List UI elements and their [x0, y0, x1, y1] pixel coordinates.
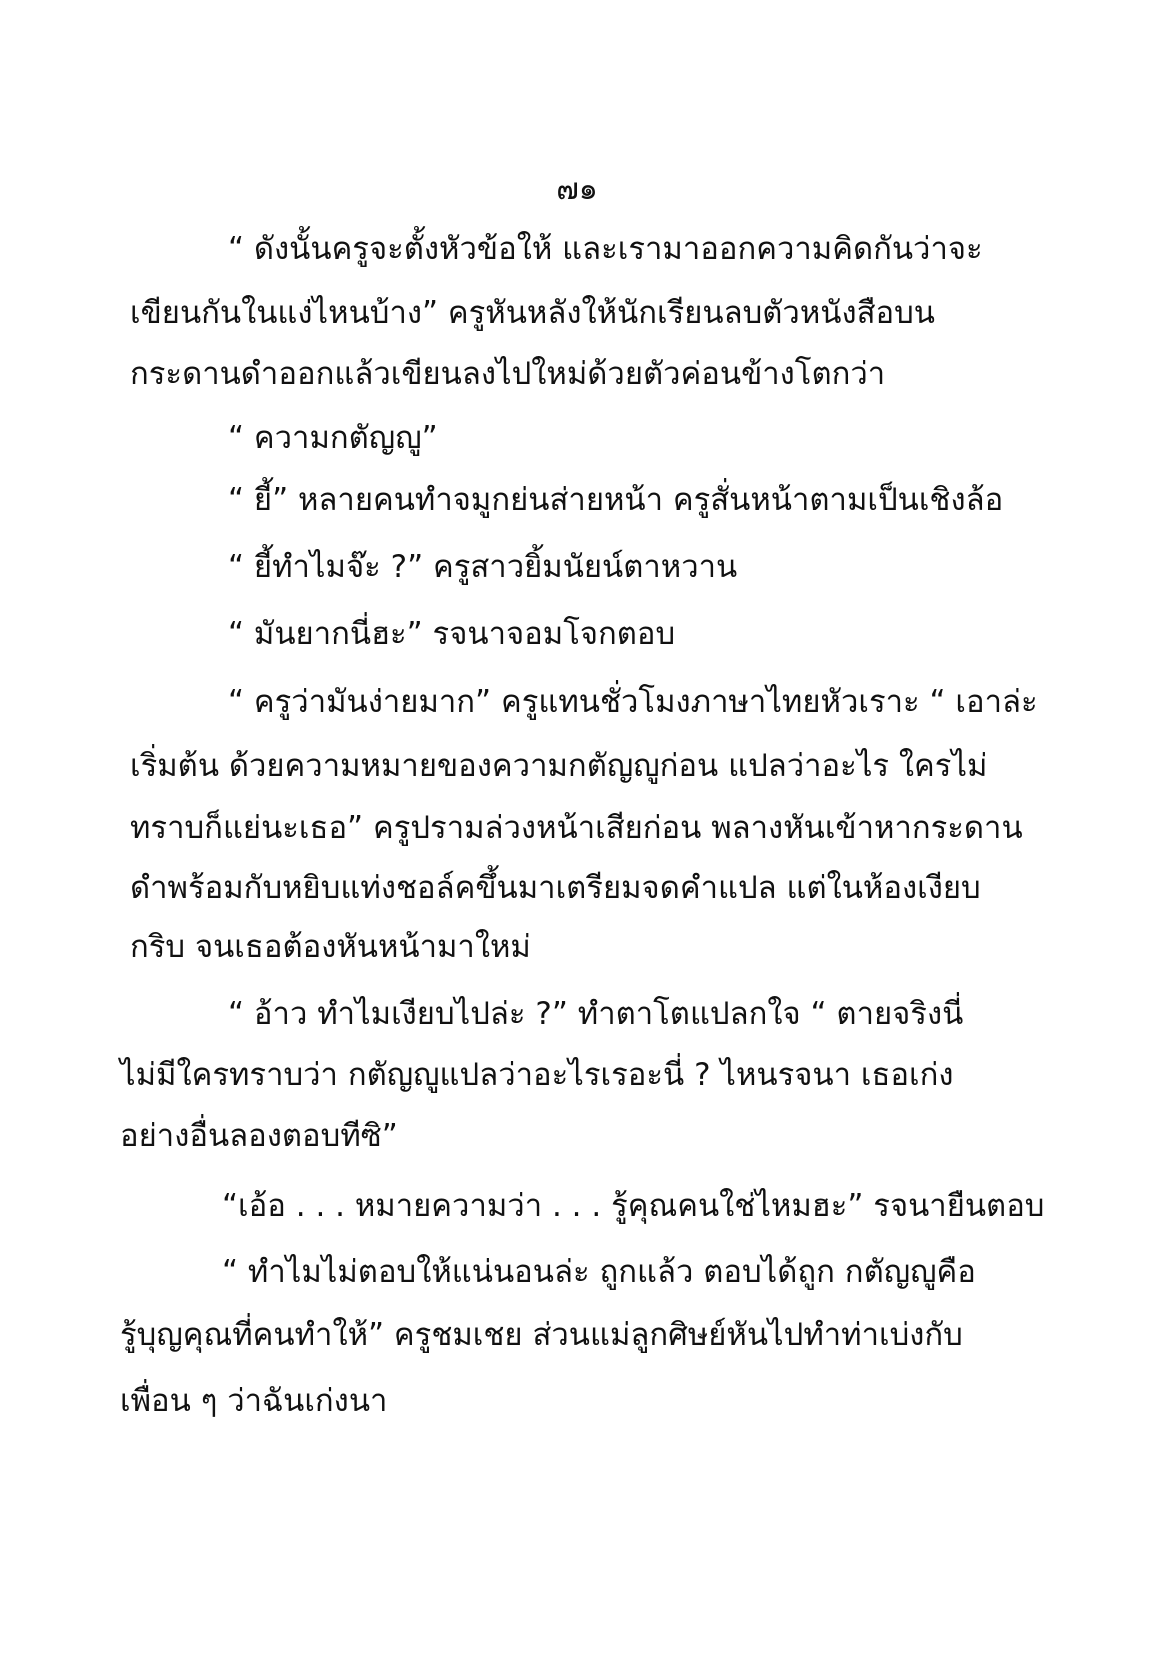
text-line-10: ทราบก็แย่นะเธอ” ครูปรามล่วงหน้าเสียก่อน พลางหันเข้าหากระดาน: [130, 810, 1023, 846]
text-line-2: เขียนกันในแง่ไหนบ้าง” ครูหันหลังให้นักเรียนลบตัวหนังสือบน: [130, 295, 936, 331]
text-line-18: รู้บุญคุณที่คนทำให้” ครูชมเชย ส่วนแม่ลูกศิษย์หันไปทำท่าเบ่งกับ: [120, 1317, 963, 1353]
text-line-11: ดำพร้อมกับหยิบแท่งชอล์คขึ้นมาเตรียมจดคำแปล แต่ในห้องเงียบ: [130, 870, 981, 906]
text-line-5: “ ยี้” หลายคนทำจมูกย่นส่ายหน้า ครูสั่นหน้าตามเป็นเชิงล้อ: [228, 482, 1004, 518]
text-line-14: ไม่มีใครทราบว่า กตัญญูแปลว่าอะไรเรอะนี่ ? ไหนรจนา เธอเก่ง: [120, 1057, 954, 1093]
text-line-15: อย่างอื่นลองตอบทีซิ”: [120, 1118, 398, 1154]
text-line-6: “ ยี้ทำไมจ๊ะ ?” ครูสาวยิ้มนัยน์ตาหวาน: [228, 549, 738, 585]
text-line-17: “ ทำไมไม่ตอบให้แน่นอนล่ะ ถูกแล้ว ตอบได้ถูก กตัญญูคือ: [222, 1254, 976, 1290]
text-line-9: เริ่มต้น ด้วยความหมายของความกตัญญูก่อน แปลว่าอะไร ใครไม่: [130, 748, 988, 784]
text-line-8: “ ครูว่ามันง่ายมาก” ครูแทนชั่วโมงภาษาไทยหัวเราะ “ เอาล่ะ: [228, 684, 1038, 720]
text-line-16: “เอ้อ . . . หมายความว่า . . . รู้คุณคนใช่ไหมฮะ” รจนายืนตอบ: [222, 1188, 1045, 1224]
page-number: ๗๑: [556, 172, 598, 207]
text-line-3: กระดานดำออกแล้วเขียนลงไปใหม่ด้วยตัวค่อนข้างโตกว่า: [130, 356, 886, 392]
text-line-13: “ อ้าว ทำไมเงียบไปล่ะ ?” ทำตาโตแปลกใจ “ ตายจริงนี่: [228, 996, 964, 1032]
text-line-4: “ ความกตัญญู”: [228, 420, 438, 456]
text-line-12: กริบ จนเธอต้องหันหน้ามาใหม่: [130, 929, 531, 965]
text-line-7: “ มันยากนี่ฮะ” รจนาจอมโจกตอบ: [228, 616, 676, 652]
text-line-1: “ ดังนั้นครูจะตั้งหัวข้อให้ และเรามาออกความคิดกันว่าจะ: [228, 231, 983, 267]
text-line-19: เพื่อน ๆ ว่าฉันเก่งนา: [120, 1383, 388, 1419]
